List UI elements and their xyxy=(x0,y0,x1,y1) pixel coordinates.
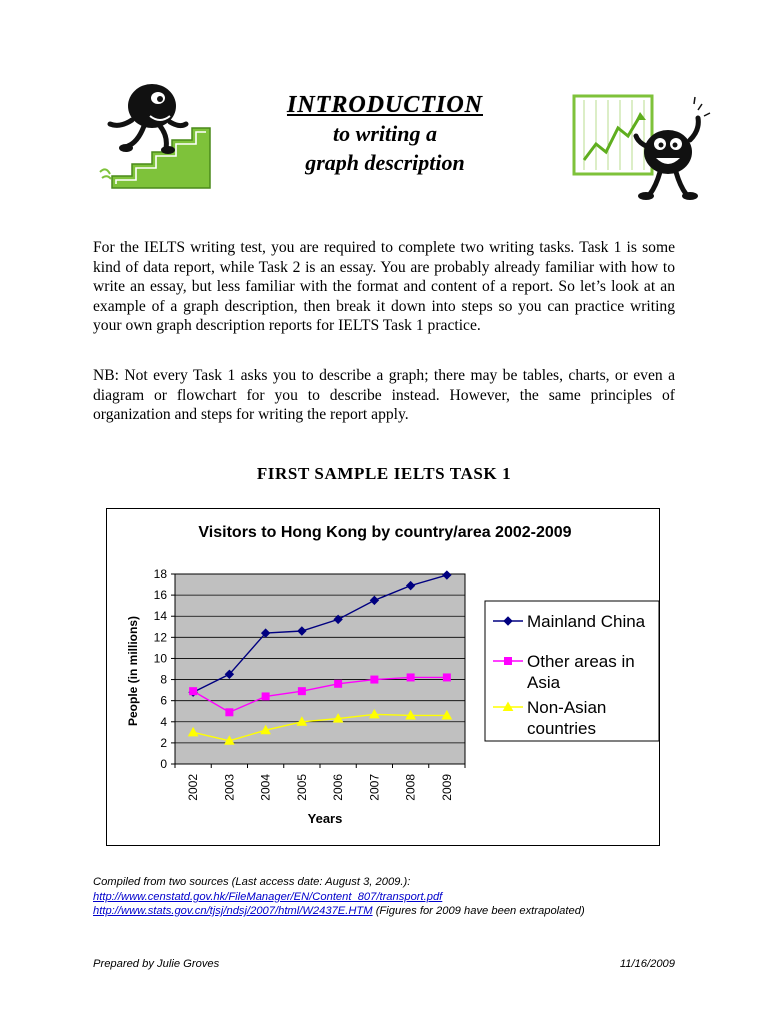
data-point-other-areas-in-asia xyxy=(298,688,305,695)
y-tick-label: 10 xyxy=(153,651,167,666)
data-point-other-areas-in-asia xyxy=(190,688,197,695)
legend-label-mainland-china: Mainland China xyxy=(527,612,646,631)
y-tick-label: 18 xyxy=(153,567,167,581)
chart-legend xyxy=(485,601,659,741)
x-tick-label: 2008 xyxy=(403,774,418,801)
title-block xyxy=(200,92,570,177)
data-point-other-areas-in-asia xyxy=(262,693,269,700)
chart-title: Visitors to Hong Kong by country/area 2002-2009 xyxy=(198,524,572,541)
easel-chart-icon xyxy=(574,96,652,174)
y-tick-label: 8 xyxy=(160,672,167,687)
plot-area xyxy=(175,574,465,764)
data-point-other-areas-in-asia xyxy=(371,676,378,683)
data-point-other-areas-in-asia xyxy=(407,674,414,681)
data-point-other-areas-in-asia xyxy=(443,674,450,681)
sources-note: Compiled from two sources (Last access date: August 3, 2009.): xyxy=(93,876,411,888)
page-subtitle-line1: to writing a xyxy=(333,121,437,146)
legend-marker-other-areas-in-asia xyxy=(505,658,512,665)
source-line-2 xyxy=(93,905,585,917)
x-tick-label: 2009 xyxy=(439,774,454,801)
y-tick-label: 12 xyxy=(153,630,167,645)
legend-label-non-asian-countries: Non-Asian countries xyxy=(527,698,607,738)
y-tick-label: 6 xyxy=(160,693,167,708)
x-tick-label: 2006 xyxy=(331,774,346,801)
sample-heading: FIRST SAMPLE IELTS TASK 1 xyxy=(256,464,512,483)
line-chart xyxy=(107,509,659,845)
x-tick-label: 2007 xyxy=(367,774,382,801)
source-link-censtatd[interactable]: http://www.censtatd.gov.hk/FileManager/EN/Content_807/transport.pdf xyxy=(93,891,443,903)
x-axis-label: Years xyxy=(307,811,343,826)
note-paragraph: NB: Not every Task 1 asks you to describe a graph; there may be tables, charts, or even a diagram or flowchart for you to describe instead. However, the same principles of organization and steps for writing the report apply. xyxy=(93,367,675,424)
plot-background xyxy=(175,574,465,764)
y-tick-label: 14 xyxy=(153,609,167,624)
chart-frame xyxy=(106,508,660,846)
y-tick-label: 4 xyxy=(160,714,167,729)
chart-character-illustration xyxy=(570,90,720,210)
green-stairs-icon xyxy=(100,128,210,188)
y-tick-label: 2 xyxy=(160,735,167,750)
x-tick-label: 2003 xyxy=(222,774,237,801)
footer-date: 11/16/2009 xyxy=(619,958,675,970)
intro-paragraph: For the IELTS writing test, you are required to complete two writing tasks. Task 1 is some kind of data report, while Task 2 is an essay. You are probably already familiar with how to write an essay, but less familiar with the format and content of a report. So let’s look at an example of a graph description, then break it down into steps so you can practice writing your own graph description reports for IELTS Task 1 practice. xyxy=(93,239,675,335)
x-tick-label: 2004 xyxy=(258,774,273,801)
y-axis-label: People (in millions) xyxy=(126,615,140,727)
page-title: INTRODUCTION xyxy=(286,92,483,118)
x-tick-label: 2002 xyxy=(186,774,201,801)
y-tick-label: 0 xyxy=(160,757,167,771)
legend-label-other-areas-in-asia: Other areas in Asia xyxy=(527,652,635,692)
x-tick-label: 2005 xyxy=(294,774,309,801)
source-link-stats-gov-cn[interactable]: http://www.stats.gov.cn/tjsj/ndsj/2007/html/W2437E.HTM xyxy=(93,905,373,917)
data-point-other-areas-in-asia xyxy=(335,680,342,687)
page-subtitle-line2: graph description xyxy=(305,150,465,175)
footer-author: Prepared by Julie Groves xyxy=(93,958,220,970)
extrapolation-note: (Figures for 2009 have been extrapolated) xyxy=(375,905,585,917)
y-tick-label: 16 xyxy=(153,588,167,603)
data-point-other-areas-in-asia xyxy=(226,709,233,716)
